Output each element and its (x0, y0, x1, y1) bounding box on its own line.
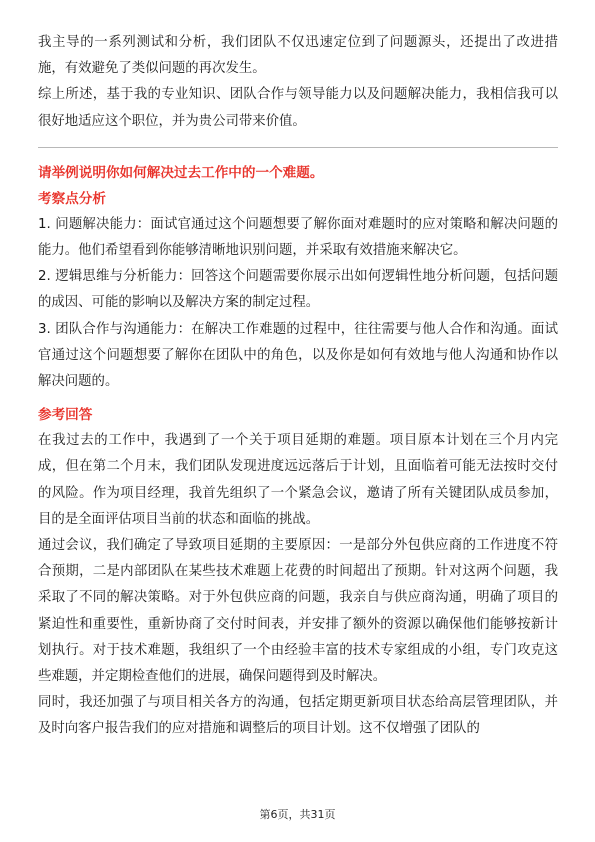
answer-paragraph: 在我过去的工作中，我遇到了一个关于项目延期的难题。项目原本计划在三个月内完成，但在第二个月末，我们团队发现进度远远落后于计划，且面临着可能无法按时交付的风险。作为项目经理，我首先组织了一个紧急会议，邀请了所有关键团队成员参加，目的是全面评估项目当前的状态和面临的挑战。 (38, 433, 558, 527)
analysis-point: 1. 问题解决能力：面试官通过这个问题想要了解你面对难题时的应对策略和解决问题的能力。他们希望看到你能够清晰地识别问题，并采取有效措施来解决它。 (38, 216, 558, 259)
question-heading: 请举例说明你如何解决过去工作中的一个难题。 (38, 164, 324, 181)
intro-paragraph: 综上所述，基于我的专业知识、团队合作与领导能力以及问题解决能力，我相信我可以很好地适应这个职位，并为贵公司带来价值。 (38, 87, 558, 129)
intro-paragraph: 我主导的一系列测试和分析，我们团队不仅迅速定位到了问题源头，还提出了改进措施，有效避免了类似问题的再次发生。 (38, 35, 558, 77)
analysis-point: 3. 团队合作与沟通能力：在解决工作难题的过程中，往往需要与他人合作和沟通。面试官通过这个问题想要了解你在团队中的角色，以及你是如何有效地与他人沟通和协作以解决问题的。 (38, 321, 558, 390)
page-number: 第6页，共31页 (259, 808, 336, 821)
analysis-title: 考察点分析 (38, 190, 106, 207)
intro-section (38, 30, 558, 135)
answer-title: 参考回答 (38, 407, 93, 424)
analysis-section (38, 186, 558, 395)
answer-section (38, 402, 558, 742)
analysis-point: 2. 逻辑思维与分析能力：回答这个问题需要你展示出如何逻辑性地分析问题，包括问题的成因、可能的影响以及解决方案的制定过程。 (38, 269, 558, 311)
answer-paragraph: 同时，我还加强了与项目相关各方的沟通，包括定期更新项目状态给高层管理团队，并及时向客户报告我们的应对措施和调整后的项目计划。这不仅增强了团队的 (38, 695, 558, 737)
section-divider (38, 147, 558, 148)
answer-paragraph: 通过会议，我们确定了导致项目延期的主要原因：一是部分外包供应商的工作进度不符合预期，二是内部团队在某些技术难题上花费的时间超出了预期。针对这两个问题，我采取了不同的解决策略。对于外包供应商的问题，我亲自与供应商沟通，明确了项目的紧迫性和重要性，重新协商了交付时间表，并安排了额外的资源以确保他们能够按新计划执行。对于技术难题，我组织了一个由经验丰富的技术专家组成的小组，专门攻克这些难题，并定期检查他们的进展，确保问题得到及时解决。 (38, 538, 558, 685)
document-page (38, 30, 558, 743)
